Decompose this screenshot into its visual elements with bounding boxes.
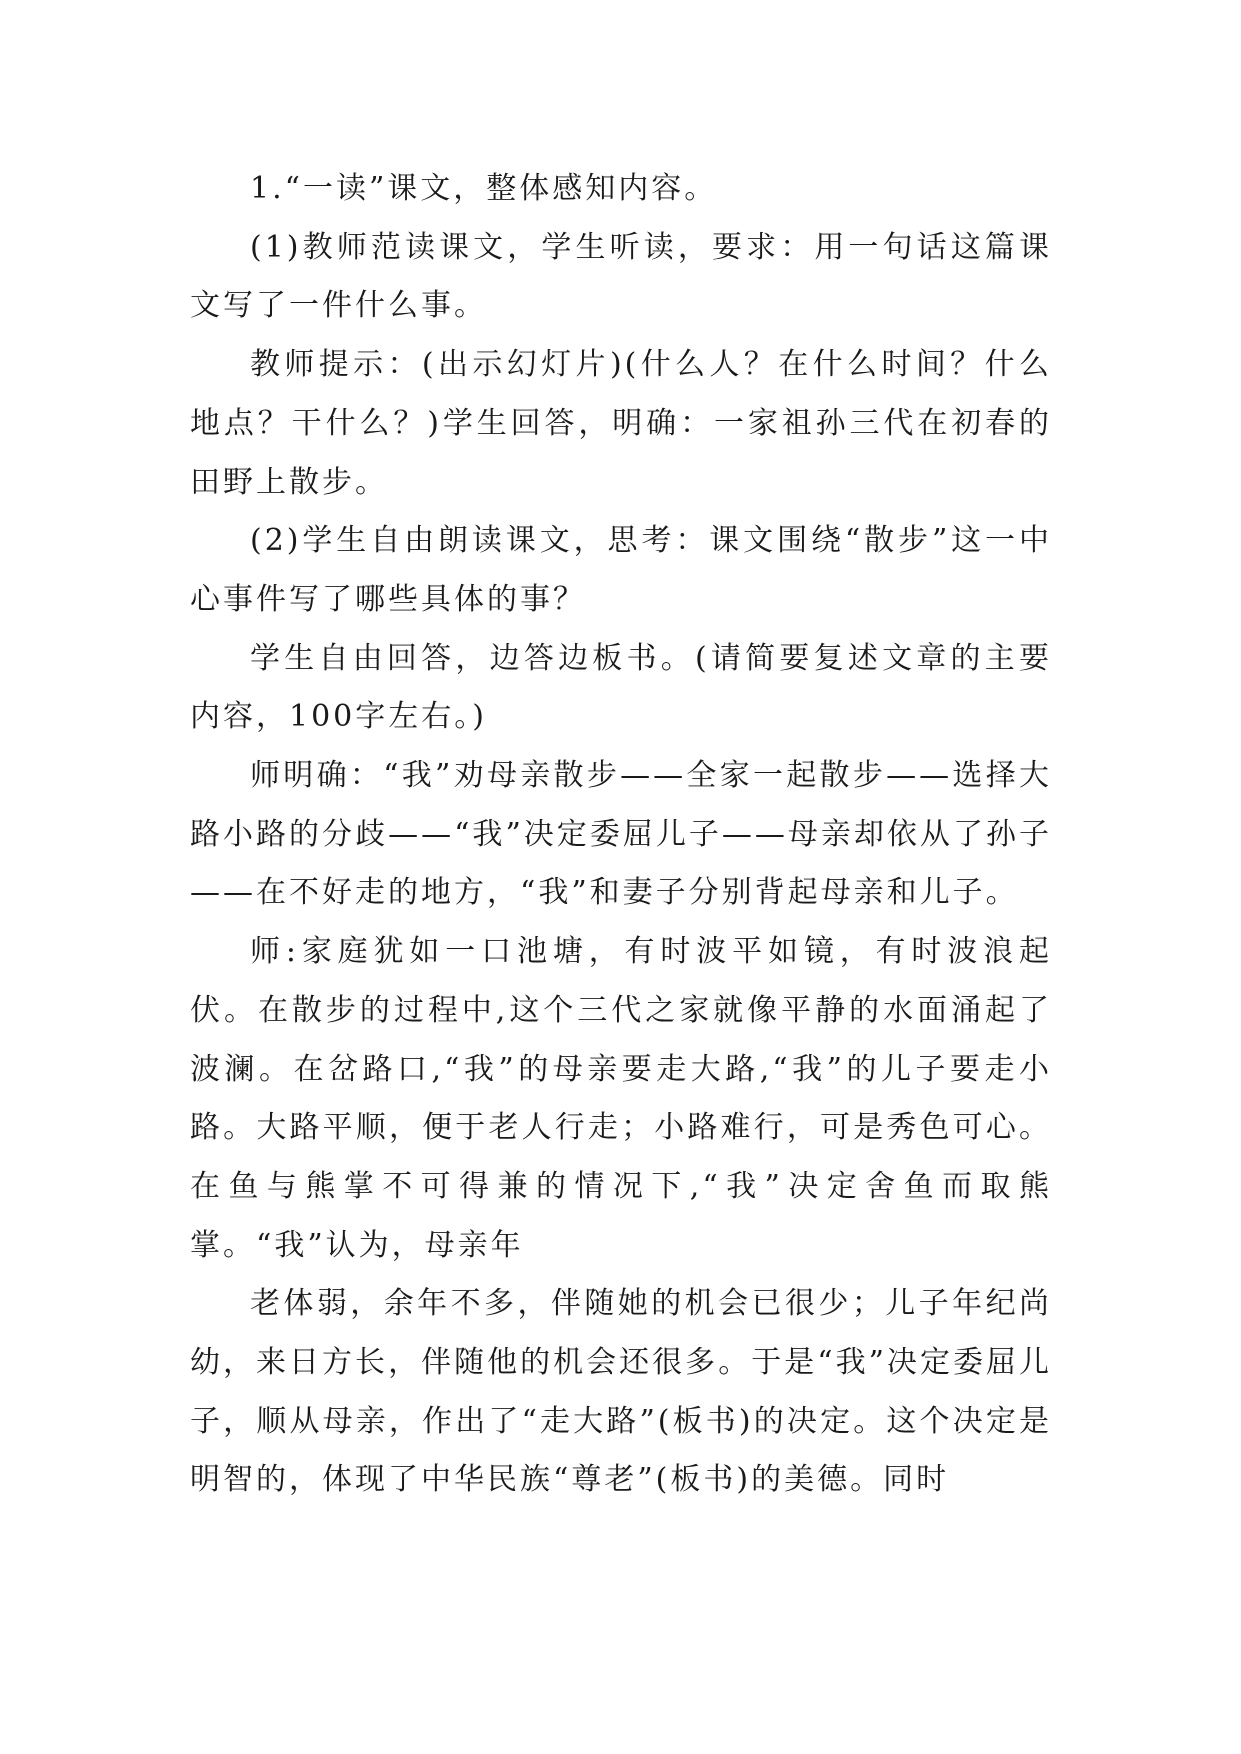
paragraph-3: 教师提示：(出示幻灯片)(什么人？在什么时间？什么地点？干什么？)学生回答，明确：一家祖孙三代在初春的田野上散步。 xyxy=(190,347,1052,500)
paragraph-6: 师明确：“我”劝母亲散步——全家一起散步——选择大路小路的分歧——“我”决定委屈儿子——母亲却依从了孙子——在不好走的地方，“我”和妻子分别背起母亲和儿子。 xyxy=(190,758,1052,911)
paragraph-8: 老体弱，余年不多，伴随她的机会已很少；儿子年纪尚幼，来日方长，伴随他的机会还很多。于是“我”决定委屈儿子，顺从母亲，作出了“走大路”(板书)的决定。这个决定是明智的，体现了中华民族“尊老”(板书)的美德。同时 xyxy=(190,1286,1052,1498)
document-body xyxy=(190,160,1052,1510)
paragraph-4: (2)学生自由朗读课文，思考：课文围绕“散步”这一中心事件写了哪些具体的事？ xyxy=(190,523,1052,617)
paragraph-7: 师:家庭犹如一口池塘，有时波平如镜，有时波浪起伏。在散步的过程中,这个三代之家就像平静的水面涌起了波澜。在岔路口,“我”的母亲要走大路,“我”的儿子要走小路。大路平顺，便于老人行走；小路难行，可是秀色可心。在鱼与熊掌不可得兼的情况下,“我”决定舍鱼而取熊掌。“我”认为，母亲年 xyxy=(190,934,1052,1263)
paragraph-1: 1.“一读”课文，整体感知内容。 xyxy=(250,171,718,206)
paragraph-5: 学生自由回答，边答边板书。(请简要复述文章的主要内容，100字左右。) xyxy=(190,640,1052,735)
paragraph-2: (1)教师范读课文，学生听读，要求：用一句话这篇课文写了一件什么事。 xyxy=(190,229,1052,324)
